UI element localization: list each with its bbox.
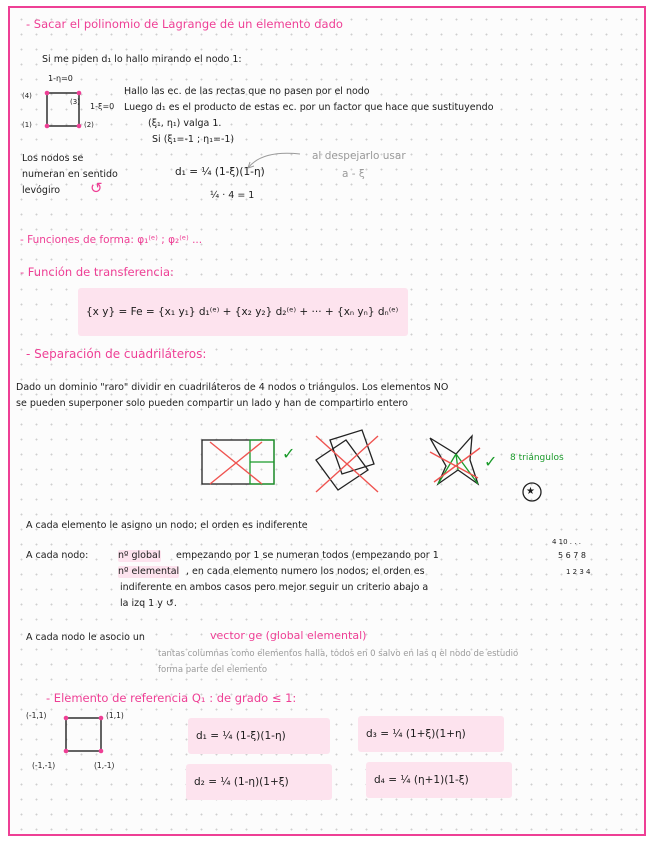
explain-line1: Hallo las ec. de las rectas que no pasen por el nodo: [124, 86, 370, 97]
global-number-label: nº global: [118, 550, 161, 561]
formula-d4: d₄ = ¼ (η+1)(1-ξ): [374, 774, 469, 786]
corner-top-left-label: (-1,1): [26, 711, 47, 720]
explain-line3: (ξ₁, η₁) valga 1.: [148, 118, 222, 129]
reference-square-diagram: [10, 8, 11, 9]
check-mark-1-icon: ✓: [282, 444, 296, 463]
node-top-equation: 1-η=0: [48, 74, 73, 83]
elemental-number-label: nº elemental: [118, 566, 180, 577]
node-1-label: (1): [22, 121, 32, 129]
lagrange-formula: d₁ = ¼ (1-ξ)(1-η): [175, 166, 265, 178]
reference-heading: - Elemento de referencia Q₁ : de grado ≤ 1:: [46, 691, 297, 705]
assign-line2-rest: empezando por 1 se numeran todos (empezando por 1: [176, 550, 439, 561]
aside-note-line2: a - ξ: [342, 168, 365, 180]
quad-heading: - Separación de cuadriláteros:: [26, 347, 207, 361]
node-grid-row3: 1 2 3 4: [566, 568, 591, 576]
quad-paragraph-line1: Dado un dominio "raro" dividir en cuadriláteros de 4 nodos o triángulos. Los elementos NO: [16, 382, 449, 393]
formula-d2: d₂ = ¼ (1-η)(1+ξ): [194, 776, 289, 788]
transfer-formula: {x y} = Fe = {x₁ y₁} d₁⁽ᵉ⁾ + {x₂ y₂} d₂⁽ᵉ⁾ + ··· + {xₙ yₙ} dₙ⁽ᵉ⁾: [86, 306, 399, 318]
node-3-label: (3): [70, 98, 80, 106]
node-2-label: (2): [84, 121, 94, 129]
explain-line2: Luego d₁ es el producto de estas ec. por un factor que hace que sustituyendo: [124, 102, 494, 113]
vector-line1-prefix: A cada nodo le asocio un: [26, 632, 145, 643]
formula-d1: d₁ = ¼ (1-ξ)(1-η): [196, 730, 286, 742]
lagrange-formula-check: ¼ · 4 = 1: [210, 190, 255, 201]
assign-line2-prefix: A cada nodo:: [26, 550, 89, 561]
nodes-note-line1: Los nodos se: [22, 153, 84, 164]
counterclockwise-icon: ↺: [90, 179, 103, 197]
corner-top-right-label: (1,1): [106, 711, 124, 720]
assign-line1: A cada elemento le asigno un nodo; el orden es indiferente: [26, 520, 308, 531]
vector-line3: forma parte del elemento: [158, 665, 268, 675]
star-icon: ★: [526, 486, 535, 497]
node-grid-row2: 5 6 7 8: [558, 551, 586, 560]
assign-line5: la izq 1 y ↺.: [120, 598, 177, 609]
aside-note-line1: al despejarlo usar: [312, 150, 406, 162]
lagrange-line1: Si me piden d₁ lo hallo mirando el nodo 1:: [42, 54, 242, 65]
nodes-note-line2: numeran en sentido: [22, 169, 118, 180]
vector-ge-label: vector ge (global elemental): [210, 629, 367, 642]
check-mark-2-icon: ✓: [484, 452, 498, 471]
triangles-label: 8 triángulos: [510, 453, 564, 463]
assign-line4: indiferente en ambos casos pero mejor seguir un criterio abajo a: [120, 582, 429, 593]
notebook-page: [8, 6, 646, 836]
node-4-label: (4): [22, 92, 32, 100]
corner-bottom-right-label: (1,-1): [94, 761, 115, 770]
corner-bottom-left-label: (-1,-1): [32, 761, 56, 770]
explain-line4: Si (ξ₁=-1 ; η₁=-1): [152, 134, 235, 145]
assign-line3-rest: , en cada elemento numero los nodos; el orden es: [186, 566, 425, 577]
shape-functions-heading: - Funciones de forma: φ₁⁽ᵉ⁾ ; φ₂⁽ᵉ⁾ ...: [20, 234, 203, 246]
quad-paragraph-line2: se pueden superponer solo pueden compartir un lado y han de compartirlo entero: [16, 398, 408, 409]
node-grid-row1: 4 10 . . .: [552, 538, 581, 546]
transfer-heading: - Función de transferencia:: [20, 265, 174, 279]
node-right-equation: 1-ξ=0: [90, 102, 115, 111]
vector-line2: tantas columnas como elementos halla, todos en 0 salvo en las q el nodo de estudio: [158, 649, 519, 659]
nodes-note-line3: levógiro: [22, 185, 61, 196]
lagrange-heading: - Sacar el polinomio de Lagrange de un elemento dado: [26, 17, 343, 31]
formula-d3: d₃ = ¼ (1+ξ)(1+η): [366, 728, 466, 740]
